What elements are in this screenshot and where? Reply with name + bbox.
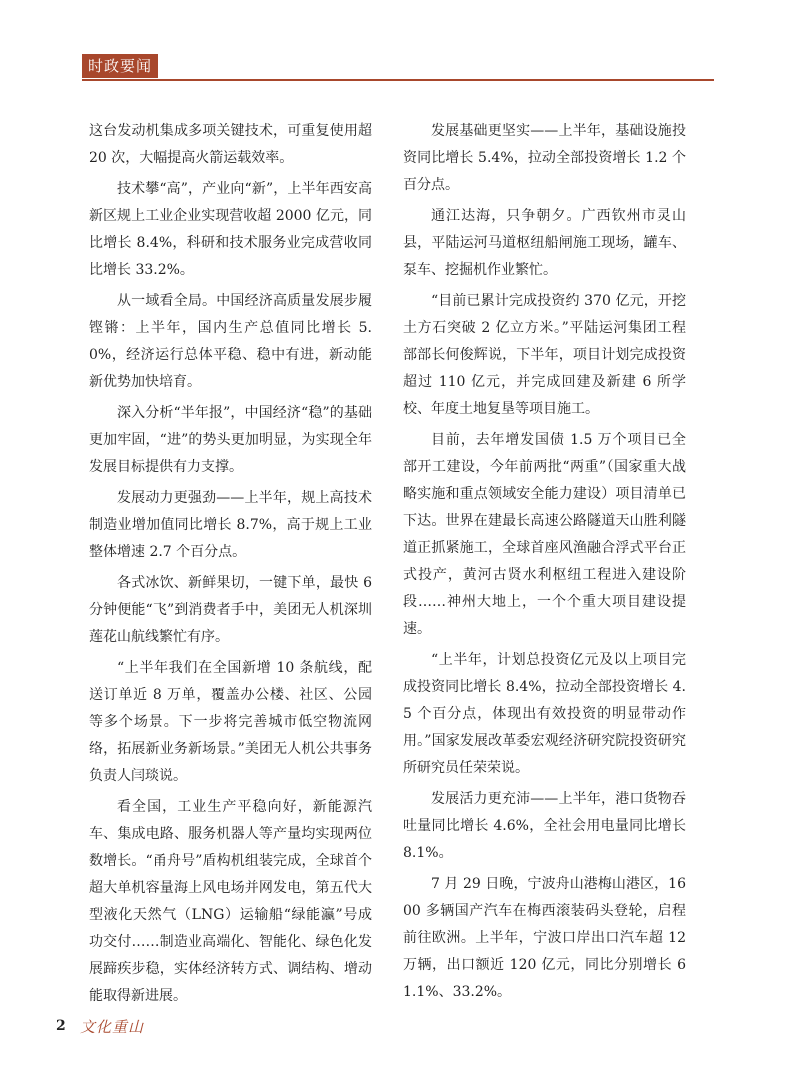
paragraph: “上半年，计划总投资亿元及以上项目完成投资同比增长 8.4%，拉动全部投资增长 4.5 个百分点，体现出有效投资的明显带动作用。”国家发展改革委宏观经济研究院投资研究所研究员任荣荣说。 bbox=[403, 652, 686, 776]
paragraph: 技术攀“高”，产业向“新”，上半年西安高新区规上工业企业实现营收超 2000 亿元，同比增长 8.4%，科研和技术服务业完成营收同比增长 33.2%。 bbox=[89, 181, 372, 278]
paragraph: “上半年我们在全国新增 10 条航线，配送订单近 8 万单，覆盖办公楼、社区、公园等多个场景。下一步将完善城市低空物流网络，拓展新业务新场景。”美团无人机公共事务负责人闫琰说。 bbox=[89, 660, 372, 784]
paragraph: 深入分析“半年报”，中国经济“稳”的基础更加牢固，“进”的势头更加明显，为实现全年发展目标提供有力支撑。 bbox=[89, 405, 372, 475]
paragraph: 发展基础更坚实——上半年，基础设施投资同比增长 5.4%，拉动全部投资增长 1.2 个百分点。 bbox=[403, 123, 686, 193]
paragraph: “目前已累计完成投资约 370 亿元，开挖土方石突破 2 亿立方米。”平陆运河集团工程部部长何俊辉说，下半年，项目计划完成投资超过 110 亿元，并完成回建及新建 6 所学校、年度土地复垦等项目施工。 bbox=[403, 293, 686, 417]
paragraph: 这台发动机集成多项关键技术，可重复使用超 20 次，大幅提高火箭运载效率。 bbox=[89, 123, 372, 166]
publication-logo: 文化重山 bbox=[80, 1018, 145, 1036]
page-number: 2 bbox=[56, 1018, 66, 1034]
paragraph: 各式冰饮、新鲜果切，一键下单，最快 6 分钟便能“飞”到消费者手中，美团无人机深圳莲花山航线繁忙有序。 bbox=[89, 575, 372, 645]
paragraph: 发展活力更充沛——上半年，港口货物吞吐量同比增长 4.6%，全社会用电量同比增长 8.1%。 bbox=[403, 791, 686, 861]
paragraph: 通江达海，只争朝夕。广西钦州市灵山县，平陆运河马道枢纽船闸施工现场，罐车、泵车、挖掘机作业繁忙。 bbox=[403, 208, 686, 278]
paragraph: 发展动力更强劲——上半年，规上高技术制造业增加值同比增长 8.7%，高于规上工业整体增速 2.7 个百分点。 bbox=[89, 490, 372, 560]
paragraph: 从一域看全局。中国经济高质量发展步履铿锵：上半年，国内生产总值同比增长 5.0%，经济运行总体平稳、稳中有进，新动能新优势加快培育。 bbox=[89, 293, 372, 390]
header-divider bbox=[82, 79, 714, 81]
right-column bbox=[403, 118, 686, 1010]
paragraph: 看全国，工业生产平稳向好，新能源汽车、集成电路、服务机器人等产量均实现两位数增长。“甬舟号”盾构机组装完成，全球首个超大单机容量海上风电场并网发电，第五代大型液化天然气（LNG）运输船“绿能瀛”号成功交付……制造业高端化、智能化、绿色化发展蹄疾步稳，实体经济转方式、调结构、增动能取得新进展。 bbox=[89, 799, 372, 1004]
section-tag: 时政要闻 bbox=[82, 54, 158, 78]
paragraph: 目前，去年增发国债 1.5 万个项目已全部开工建设，今年前两批“两重”（国家重大战略实施和重点领域安全能力建设）项目清单已下达。世界在建最长高速公路隧道天山胜利隧道正抓紧施工，全球首座风渔融合浮式平台正式投产，黄河古贤水利枢纽工程进入建设阶段……神州大地上，一个个重大项目建设提速。 bbox=[403, 432, 686, 637]
paragraph: 7 月 29 日晚，宁波舟山港梅山港区，1600 多辆国产汽车在梅西滚装码头登轮，启程前往欧洲。上半年，宁波口岸出口汽车超 12 万辆，出口额近 120 亿元，同比分别增长 61.1%、33.2%。 bbox=[403, 876, 686, 1000]
left-column bbox=[89, 118, 372, 1014]
